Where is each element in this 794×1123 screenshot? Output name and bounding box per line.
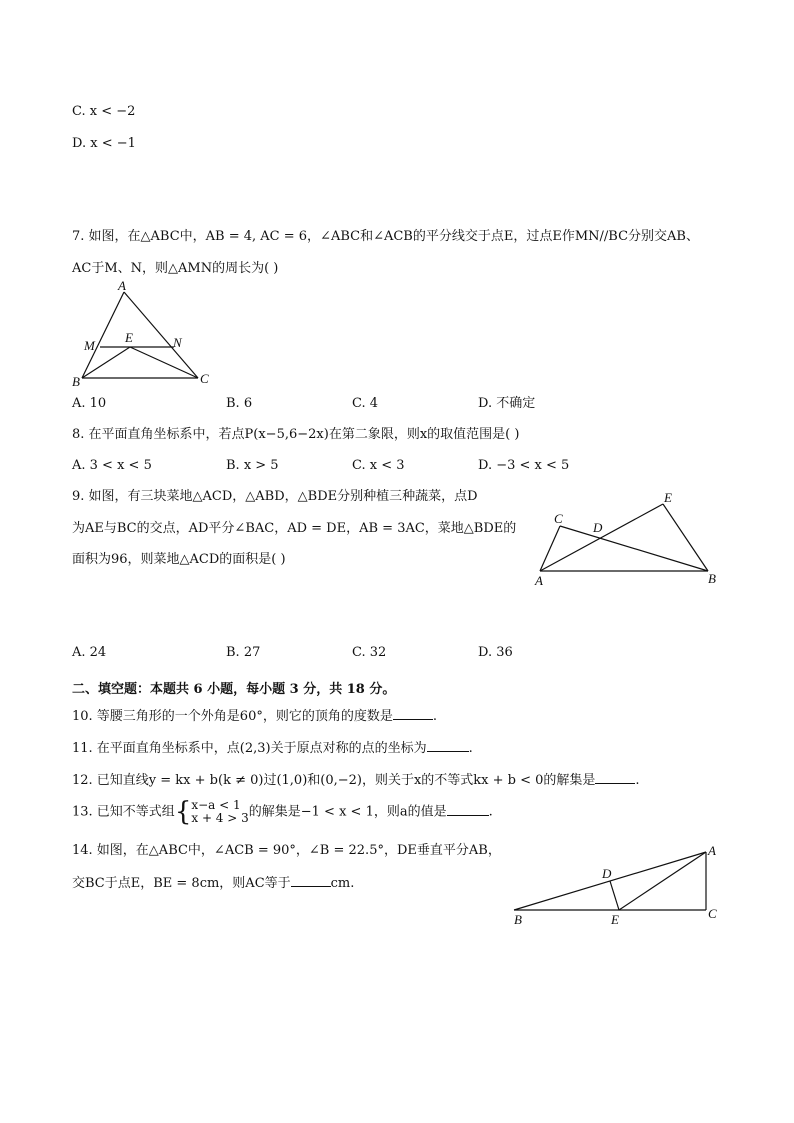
q7-label-b: B [72,374,80,389]
q7-figure [70,278,220,392]
q8-option-b: B. x > 5 [226,458,279,473]
q14-label-c: C [708,906,717,921]
q7-option-a: A. 10 [72,396,107,411]
q12-end: . [635,773,640,788]
q14-label-d: D [602,866,612,881]
q13-prefix: 13. 已知不等式组 [72,804,175,820]
q13-ineq1: x−a < 1 [191,798,241,812]
q9-edge-ac [540,526,560,571]
q7-stem-line1: 7. 如图，在△ABC中，AB = 4, AC = 6，∠ABC和∠ACB的平分线交于点E，过点E作MN//BC分别交AB、 [72,229,699,244]
q6-option-d: D. x < −1 [72,136,136,151]
q13-end: . [488,804,493,820]
q9-option-a: A. 24 [72,645,107,660]
q7-label-c: C [200,371,209,386]
q13-system [191,799,248,825]
q9-label-c: C [554,511,563,526]
q7-label-e: E [125,330,133,345]
q14-label-a: A [708,843,716,858]
q7-bisector-c [130,347,198,378]
q11-answer-blank[interactable] [427,739,469,752]
q14-stem-line1: 14. 如图，在△ABC中，∠ACB = 90°，∠B = 22.5°，DE垂直平分AB， [72,843,501,858]
q6-option-c: C. x < −2 [72,104,136,119]
q7-option-b: B. 6 [226,396,253,411]
q14-text: 交BC于点E，BE = 8cm，则AC等于 [72,876,291,891]
q11-text: 11. 在平面直角坐标系中，点(2,3)关于原点对称的点的坐标为 [72,741,427,756]
section-fill-in-title: 二、填空题：本题共 6 小题，每小题 3 分，共 18 分。 [72,682,396,697]
q9-label-a: A [535,573,543,588]
q9-option-b: B. 27 [226,645,261,660]
q14-label-b: B [514,912,522,927]
q12-answer-blank[interactable] [595,771,635,784]
q8-option-d: D. −3 < x < 5 [478,458,570,473]
q7-label-m: M [84,338,95,353]
q8-stem: 8. 在平面直角坐标系中，若点P(x−5,6−2x)在第二象限，则x的取值范围是( ) [72,427,520,442]
q12-stem [72,771,640,790]
q7-stem-line2: AC于M、N，则△AMN的周长为( ) [72,261,279,276]
q7-option-c: C. 4 [352,396,379,411]
q7-label-n: N [173,335,182,350]
q14-unit: cm. [330,876,355,891]
q13-ineq2: x + 4 > 3 [191,811,249,825]
q13-answer-blank[interactable] [447,803,489,816]
q12-text: 12. 已知直线y = kx + b(k ≠ 0)过(1,0)和(0,−2)，则关于x的不等式kx + b < 0的解集是 [72,773,596,788]
q14-label-e: E [611,912,619,927]
q9-option-d: D. 36 [478,645,513,660]
q10-answer-blank[interactable] [393,707,433,720]
q14-answer-blank[interactable] [291,874,331,887]
q9-stem-line3: 面积为96，则菜地△ACD的面积是( ) [72,552,286,567]
q9-label-d: D [593,520,603,535]
q8-option-c: C. x < 3 [352,458,405,473]
q14-stem-line2 [72,874,354,893]
q9-edge-eb [663,504,708,571]
q8-option-a: A. 3 < x < 5 [72,458,152,473]
q9-figure [530,490,725,590]
q7-edge-ac [124,292,198,378]
q7-option-d: D. 不确定 [478,396,536,411]
q9-stem-line2: 为AE与BC的交点，AD平分∠BAC，AD = DE，AB = 3AC，菜地△BDE的 [72,521,517,536]
q11-end: . [468,741,473,756]
q14-figure [510,842,725,932]
q10-end: . [432,709,437,724]
q9-stem-line1: 9. 如图，有三块菜地△ACD，△ABD，△BDE分别种植三种蔬菜，点D [72,489,478,504]
q13-stem [72,798,493,827]
q11-stem [72,739,473,758]
q14-segment-de [610,881,619,910]
q13-brace: { [174,797,192,827]
q9-option-c: C. 32 [352,645,387,660]
q10-text: 10. 等腰三角形的一个外角是60°，则它的顶角的度数是 [72,709,393,724]
q9-label-e: E [664,490,672,505]
q14-segment-ae [619,852,706,910]
q7-label-a: A [118,278,126,293]
q13-suffix: 的解集是−1 < x < 1，则a的值是 [248,804,447,820]
q9-label-b: B [708,571,716,586]
q10-stem [72,707,437,726]
